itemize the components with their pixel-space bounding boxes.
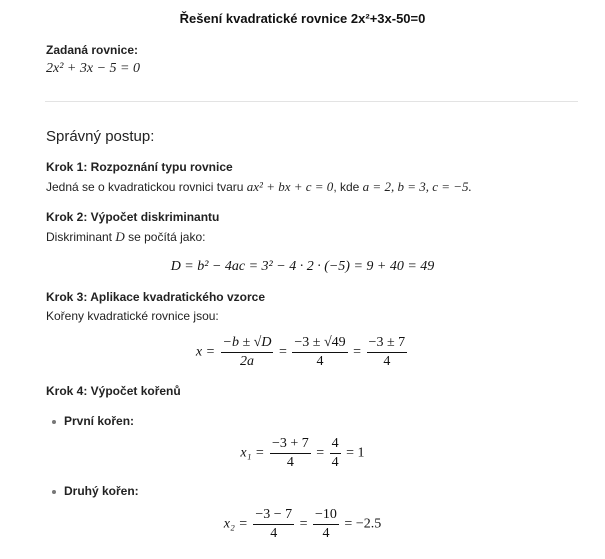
page-title: Řešení kvadratické rovnice 2x²+3x-50=0: [179, 11, 426, 26]
qf-f1-den: 2a: [240, 354, 254, 369]
step2-heading: Krok 2: Výpočet diskriminantu: [46, 210, 220, 224]
root2-formula: x₂ = $\frac{-3 - 7}{4}$ = $\frac{-10}{4}$ = −2.5: [223, 507, 382, 541]
root1-f2-num: 4: [330, 437, 341, 454]
discriminant-formula: D = b² − 4ac = 3² − 4 · 2 · (−5) = 9 + 40 = 49: [170, 259, 435, 274]
root2-f1-num: −3 − 7: [253, 508, 294, 525]
qf-f2-den: 4: [316, 354, 324, 369]
divider: [45, 101, 578, 102]
step1-text-mid: , kde: [333, 180, 360, 194]
qf-fraction-3: [367, 336, 408, 369]
quadratic-formula: x = $\frac{-b \pm √D}{2a}$ = $\frac{-3 \pm √49}{4}$ = $\frac{-3 \pm 7}{4}$: [195, 335, 406, 369]
root1-lhs: x₁ =: [240, 445, 265, 461]
root1-fraction-2: [330, 437, 341, 470]
section-heading: Správný postup:: [46, 128, 155, 145]
root1-result: = 1: [346, 445, 365, 461]
root2-fraction-1: [253, 508, 294, 541]
root2-f2-num: −10: [313, 508, 339, 525]
qf-fraction-1: [221, 336, 274, 369]
root1-f2-den: 4: [331, 455, 339, 470]
step3-heading: Krok 3: Aplikace kvadratického vzorce: [46, 290, 265, 304]
step1-text: [46, 179, 472, 195]
given-equation: 2x² + 3x − 5 = 0: [46, 61, 140, 76]
step2-text-after: se počítá jako:: [128, 230, 206, 244]
step3-text: Kořeny kvadratické rovnice jsou:: [46, 309, 219, 323]
root1-fraction-1: [270, 437, 311, 470]
root2-f1-den: 4: [270, 526, 278, 541]
bullet-icon: [52, 420, 56, 424]
root2-label: Druhý kořen:: [64, 484, 139, 498]
qf-f1-num: −b ± √D: [221, 336, 274, 353]
step2-text: [46, 229, 205, 245]
step1-heading: Krok 1: Rozpoznání typu rovnice: [46, 160, 233, 174]
step1-coeffs: a = 2, b = 3, c = −5.: [362, 179, 472, 194]
root1-label: První kořen:: [64, 414, 135, 428]
step1-text-before: Jedná se o kvadratickou rovnici tvaru: [46, 180, 244, 194]
qf-f3-den: 4: [383, 354, 391, 369]
qf-f2-num: −3 ± √49: [292, 336, 347, 353]
step2-symbol: D: [115, 229, 125, 244]
given-label: Zadaná rovnice:: [46, 43, 139, 57]
root1-f1-den: 4: [286, 455, 294, 470]
root2-result: = −2.5: [344, 516, 382, 532]
root2-fraction-2: [313, 508, 339, 541]
root2-lhs: x₂ =: [223, 516, 248, 532]
step4-heading: Krok 4: Výpočet kořenů: [46, 384, 181, 398]
root1-formula: x₁ = $\frac{-3 + 7}{4}$ = $\frac{4}{4}$ = 1: [240, 436, 365, 470]
step2-text-label: Diskriminant: [46, 230, 113, 244]
bullet-icon: [52, 490, 56, 494]
root2-f2-den: 4: [322, 526, 330, 541]
step1-form: ax² + bx + c = 0: [246, 179, 334, 194]
qf-f3-num: −3 ± 7: [367, 336, 408, 353]
root1-f1-num: −3 + 7: [270, 437, 311, 454]
qf-fraction-2: [292, 336, 347, 369]
qf-lhs: x =: [195, 344, 216, 360]
